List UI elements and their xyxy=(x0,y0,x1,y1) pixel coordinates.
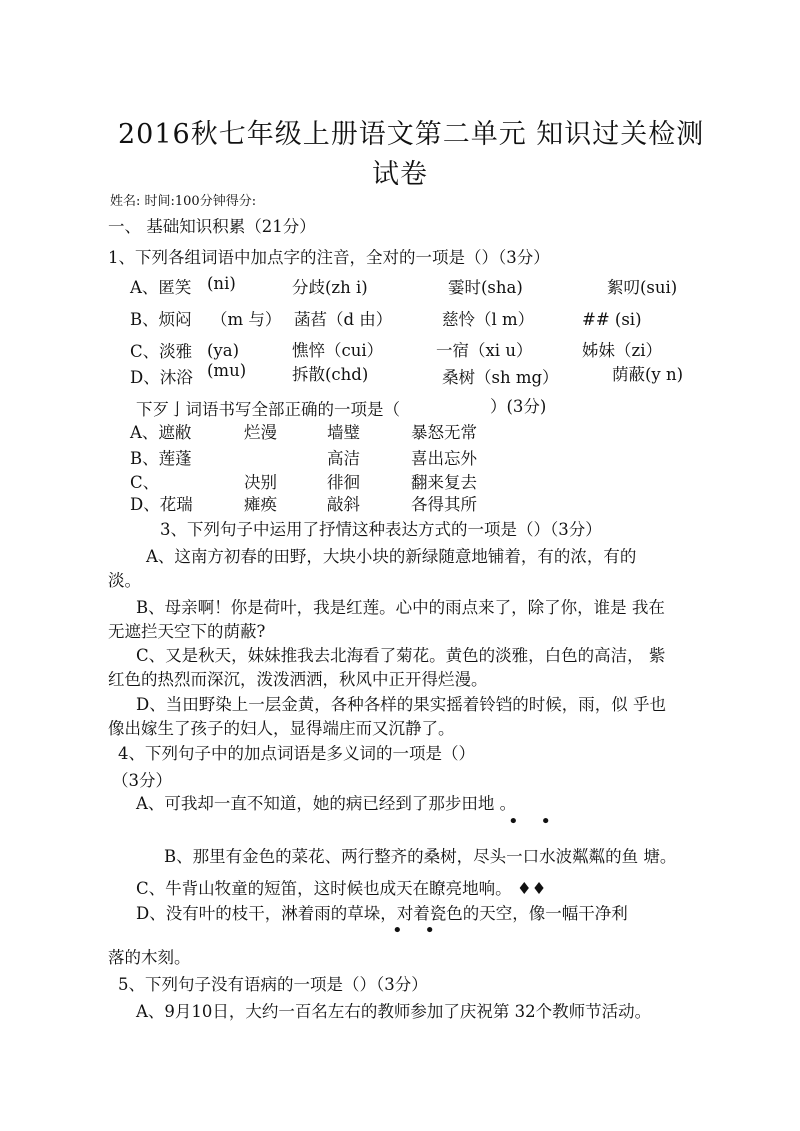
q4-option-d-line1: D、没有叶的枝干，淋着雨的草垛，对着瓷色的天空，像一幅干净利 xyxy=(136,904,628,923)
q2-option-d-word2: 瘫痪 xyxy=(244,495,277,514)
question-4-stem: 4、下列句子中的加点词语是多义词的一项是（） xyxy=(118,744,475,763)
q3-option-d-line2: 像出嫁生了孩子的妇人，显得端庄而又沉静了。 xyxy=(108,719,455,738)
q2-option-d: D、花瑞 xyxy=(130,495,193,514)
q1-option-d-word2: 拆散(chd) xyxy=(292,365,369,384)
page-title-line2: 试卷 xyxy=(372,159,428,190)
q2-option-a-word3: 墙璧 xyxy=(327,423,360,442)
q1-option-c-word4: 姊妹（zi） xyxy=(582,341,662,360)
q1-option-d: D、沐浴 xyxy=(130,368,193,387)
q1-option-b-word2: 菡萏（d 由） xyxy=(294,310,393,329)
section-heading: 一、 基础知识积累（21分） xyxy=(108,217,316,236)
q2-option-c-word3: 徘徊 xyxy=(327,473,360,492)
q1-option-a-word2: 分歧(zh i) xyxy=(292,278,368,297)
question-1-stem: 1、下列各组词语中加点字的注音，全对的一项是（）（3分） xyxy=(108,248,550,267)
q1-option-c: C、淡雅 xyxy=(130,342,193,361)
q1-option-c-pinyin: (ya) xyxy=(207,341,240,360)
q5-option-a: A、9月10日，大约一百名左右的教师参加了庆祝第 32个教师节活动。 xyxy=(136,1002,652,1021)
q1-option-c-word3: 一宿（xi u） xyxy=(436,341,533,360)
q4-option-c: C、牛背山牧童的短笛，这时候也成天在瞭亮地响。 ♦♦ xyxy=(136,879,547,898)
q1-option-b-word3: 慈怜（l m） xyxy=(442,310,535,329)
q2-option-d-word3: 敲斜 xyxy=(327,495,360,514)
q2-option-b-word3: 高洁 xyxy=(327,449,360,468)
q2-option-b-word4: 喜出忘外 xyxy=(411,449,477,468)
student-info-line: 姓名: 时间:100分钟得分: xyxy=(110,194,257,209)
q1-option-b: B、烦闷 xyxy=(130,310,192,329)
question-2-stem: 下歹亅词语书写全部正确的一项是（ xyxy=(136,400,400,419)
q2-option-a-word4: 暴怒无常 xyxy=(411,423,477,442)
q1-option-d-word3: 桑树（sh mg） xyxy=(442,368,559,387)
q2-option-c-word2: 决别 xyxy=(244,473,277,492)
q3-option-a-line1: A、这南方初春的田野，大块小块的新绿随意地铺着，有的浓，有的 xyxy=(146,547,637,566)
q3-option-b-line2: 无遮拦天空下的荫蔽? xyxy=(108,622,266,641)
q3-option-c-line1: C、又是秋天，妹妹推我去北海看了菊花。黄色的淡雅，白色的高洁， 紫 xyxy=(136,646,666,665)
q1-option-a: A、匿笑 xyxy=(130,278,192,297)
q3-option-b-line1: B、母亲啊！你是荷叶，我是红莲。心中的雨点来了，除了你，谁是 我在 xyxy=(136,598,665,617)
question-3-stem: 3、下列句子中运用了抒情这种表达方式的一项是（）（3分） xyxy=(160,520,602,539)
emphasis-dots-d: • • xyxy=(392,920,443,941)
question-5-stem: 5、下列句子没有语病的一项是（）（3分） xyxy=(118,975,428,994)
q1-option-a-pinyin: (ni) xyxy=(207,274,236,293)
page-title-line1: 2016秋七年级上册语文第二单元 知识过关检测 xyxy=(118,119,705,150)
q1-option-b-word4: ## (si) xyxy=(582,310,642,329)
q2-option-c: C、 xyxy=(130,473,160,492)
q2-option-d-word4: 各得其所 xyxy=(411,495,477,514)
q1-option-b-pinyin: （m 与） xyxy=(211,310,282,329)
q4-option-d-line2: 落的木刻。 xyxy=(108,948,191,967)
q1-option-c-word2: 憔悴（cui） xyxy=(292,341,384,360)
question-4-points: （3分） xyxy=(112,771,172,790)
q3-option-a-line2: 淡。 xyxy=(108,571,141,590)
q2-option-a: A、遮敝 xyxy=(130,423,192,442)
q1-option-a-word3: 霎时(sha) xyxy=(448,278,523,297)
q2-option-c-word4: 翻来复去 xyxy=(411,473,477,492)
q1-option-d-pinyin: (mu) xyxy=(207,361,247,380)
question-2-points: ）(3分) xyxy=(490,397,547,416)
q3-option-d-line1: D、当田野染上一层金黄，各种各样的果实摇着铃铛的时候，雨，似 乎也 xyxy=(136,695,666,714)
q1-option-d-word4: 荫蔽(y n) xyxy=(612,365,684,384)
q4-option-b: B、那里有金色的菜花、两行整齐的桑树，尽头一口水波粼粼的鱼 塘。 xyxy=(164,847,677,866)
q2-option-b: B、莲蓬 xyxy=(130,449,192,468)
q1-option-a-word4: 絮叨(sui) xyxy=(607,278,678,297)
emphasis-dots-a: • • xyxy=(508,811,559,832)
q2-option-a-word2: 烂漫 xyxy=(244,423,277,442)
q4-option-a: A、可我却一直不知道，她的病已经到了那步田地 。 xyxy=(136,794,517,813)
q3-option-c-line2: 红色的热烈而深沉，泼泼洒洒，秋风中正开得烂漫。 xyxy=(108,670,488,689)
